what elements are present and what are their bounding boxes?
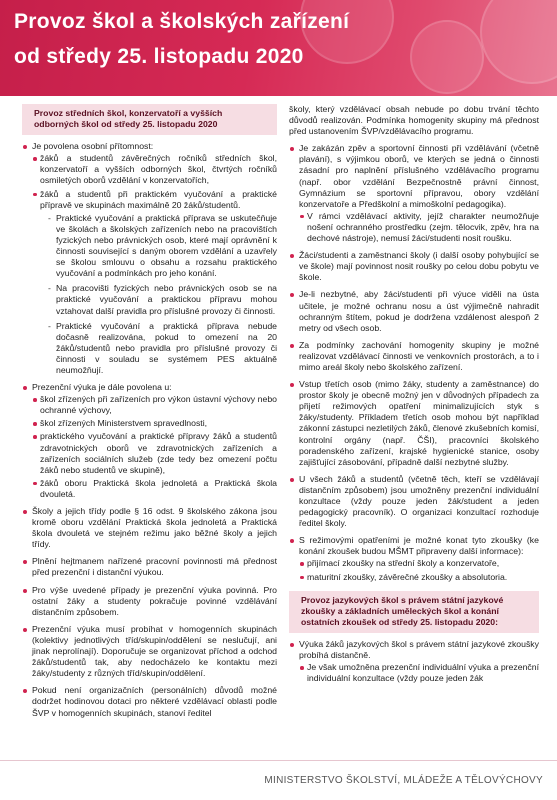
right-column [289, 104, 539, 690]
list-item: škol zřízených Ministerstvem spravedlnosti, [32, 418, 277, 429]
list-item [22, 141, 277, 376]
list-item-text: Je zakázán zpěv a sportovní činnosti při vzdělávání (včetně plavání), s výjimkou oborů, ve kterých se jedná o činnosti zásadní pro naplnění příslušného vzdělávacího programu (např. obor vzdělání Bezpečnostně právní činnost, Gymnázium se sportovní přípravou, obory vzdělání konzervatoře a Předškolní a mimoškolní pedagogika). [299, 143, 539, 209]
list-item: Plnění hejtmanem nařízené pracovní povinnosti má přednost před prezenční i distanční výukou. [22, 556, 277, 578]
ministry-name: MINISTERSTVO ŠKOLSTVÍ, MLÁDEŽE A TĚLOVÝCHOVY [264, 775, 543, 786]
list-item [289, 639, 539, 684]
list-item: Školy a jejich třídy podle § 16 odst. 9 školského zákona jsou kromě oboru vzdělání Praktická škola jednoletá a Praktická škola dvouletá ve stejném režimu jako běžné školy a jejich třídy. [22, 506, 277, 550]
list-item: Vstup třetích osob (mimo žáky, studenty a zaměstnance) do prostor školy je obecně možný jen v důvodných případech za přijetí režimových opatření minimalizujících styk s žáky/studenty. Příkladem třetích osob mohou být například zákonní zástupci nezletilých žáků, členové zkušebních komisí, kontrolní orgány (např. ČŠI), pracovníci školského poradenského zařízení, krajské hygienické stanice, osoby zajišťující zásobování, případně další nezbytné služby. [289, 379, 539, 468]
list-item: přijímací zkoušky na střední školy a konzervatoře, [299, 558, 539, 569]
list-item-text: Prezenční výuka je dále povolena u: [32, 382, 172, 393]
bullet-list [289, 143, 539, 582]
list-item: žáků oboru Praktická škola jednoletá a Praktická škola dvouletá. [32, 478, 277, 500]
list-item [289, 535, 539, 582]
virus-decoration [410, 20, 484, 94]
list-item: Za podmínky zachování homogenity skupiny je možné realizovat vzdělávací činnosti ve venkovních prostorách, a to i mimo areál školy nebo školského zařízení. [289, 340, 539, 373]
list-item: V rámci vzdělávací aktivity, jejíž charakter neumožňuje nošení ochranného prostředku (zejm. tělocvik, zpěv, hra na dechové nástroje), nemusí žáci/studenti nosit roušku. [299, 211, 539, 244]
dash-item: - Na pracovišti fyzických nebo právnických osob se na praktické vyučování a praktickou přípravu mohou vztahovat další pravidla pro příslušné provozy či činnosti. [48, 283, 277, 316]
list-item: škol zřízených při zařízeních pro výkon ústavní výchovy nebo ochranné výchovy, [32, 394, 277, 416]
list-item: Prezenční výuka musí probíhat v homogenních skupinách (kolektivy jednotlivých tříd/skupin/oddělení se neslučují, ani jinak neprolínají). Doporučuje se organizovat příchod a odchod žáků/studentů tak, aby nedocházelo ke kontaktu mezi žáky/studenty z různých tříd/skupin/oddělení. [22, 624, 277, 679]
list-item-text: žáků a studentů při praktickém vyučování a praktické přípravě ve skupinách maximálně 20 žáků/studentů. [40, 188, 277, 210]
page-title-line2: od středy 25. listopadu 2020 [14, 45, 304, 68]
list-item: praktického vyučování a praktické přípravy žáků a studentů zdravotnických oborů ve zdravotnických zařízeních a zařízeních sociálních služeb (zde tedy bez omezení počtu žáků nebo studentů ve skupině), [32, 431, 277, 475]
bullet-list [289, 639, 539, 684]
continued-text: školy, který vzdělávací obsah nebude po dobu trvání těchto důvodů realizován. Podmínka homogenity skupiny má přednost před ustanovením ŠVP/vzdělávacího programu. [289, 104, 539, 137]
virus-decoration [480, 0, 557, 84]
list-item [32, 189, 277, 377]
list-item: žáků a studentů závěrečných ročníků středních škol, konzervatoří a vyšších odborných škol, čtvrtých ročníků osmiletých oborů vzdělání v konzervatořích, [32, 153, 277, 186]
page-title-line1: Provoz škol a školských zařízení [14, 10, 350, 33]
section-heading-secondary-schools: Provoz středních škol, konzervatoří a vyšších odborných škol od středy 25. listopadu 2020 [22, 104, 277, 135]
list-item [289, 143, 539, 244]
list-item: maturitní zkoušky, závěrečné zkoušky a absolutoria. [299, 572, 539, 583]
dash-item: - Praktické vyučování a praktická příprava nebude dočasně realizována, pokud to omezení na 20 žáků/studentů nebo pravidla pro příslušné provozy či činnosti v souladu se systémem PES aktuálně neumožňují. [48, 321, 277, 376]
page-header [0, 0, 557, 96]
dash-item: - Praktické vyučování a praktická příprava se uskutečňuje ve školách a školských zařízeních nebo na pracovištích fyzických nebo právnických osob, které mají oprávnění k činnosti související s daným oborem vzdělání a uzavřely se školou smlouvu o obsahu a rozsahu praktického vyučování a podmínkách pro jeho konání. [48, 213, 277, 280]
list-item: Pro výše uvedené případy je prezenční výuka povinná. Pro ostatní žáky a studenty pokračuje povinné vzdělávání distančním způsobem. [22, 585, 277, 618]
left-column [22, 104, 277, 725]
list-item [22, 382, 277, 500]
footer-divider [0, 760, 557, 761]
list-item: Je-li nezbytné, aby žáci/studenti při výuce viděli na ústa učitele, je možné ochranu nosu a úst výjimečně nahradit ochranným štítem, pokud je dodržena vzdálenost alespoň 2 metry od všech osob. [289, 289, 539, 333]
list-item: Žáci/studenti a zaměstnanci školy (i další osoby pohybující se ve škole) mají povinnost nosit roušky po celou dobu pobytu ve škole. [289, 250, 539, 283]
section-heading-language-schools: Provoz jazykových škol s právem státní jazykové zkoušky a základních uměleckých škol a konání ostatních zkoušek od středy 25. listopadu 2020: [289, 591, 539, 633]
list-item-text: Výuka žáků jazykových škol s právem státní jazykové zkoušky probíhá distančně. [299, 638, 539, 661]
bullet-list [22, 141, 277, 718]
list-item: Pokud není organizačních (personálních) důvodů možné dodržet hodinovou dotaci pro některé vzdělávací oblasti podle ŠVP v homogenních skupinách, stanoví ředitel [22, 685, 277, 718]
list-item-text: Je povolena osobní přítomnost: [32, 141, 154, 152]
list-item: Je však umožněna prezenční individuální výuka a prezenční individuální konzultace (vždy pouze jeden žák [299, 662, 539, 684]
list-item-text: S režimovými opatřeními je možné konat tyto zkoušky (ke konání zkoušek budou MŠMT připraveny další informace): [299, 535, 539, 557]
page-footer [0, 760, 557, 800]
list-item: U všech žáků a studentů (včetně těch, kteří se vzdělávají distančním způsobem) jsou umožněny prezenční individuální konzultace (vždy pouze jeden žák/student a jeden pedagogický pracovník). O organizaci konzultací rozhoduje ředitel školy. [289, 474, 539, 529]
